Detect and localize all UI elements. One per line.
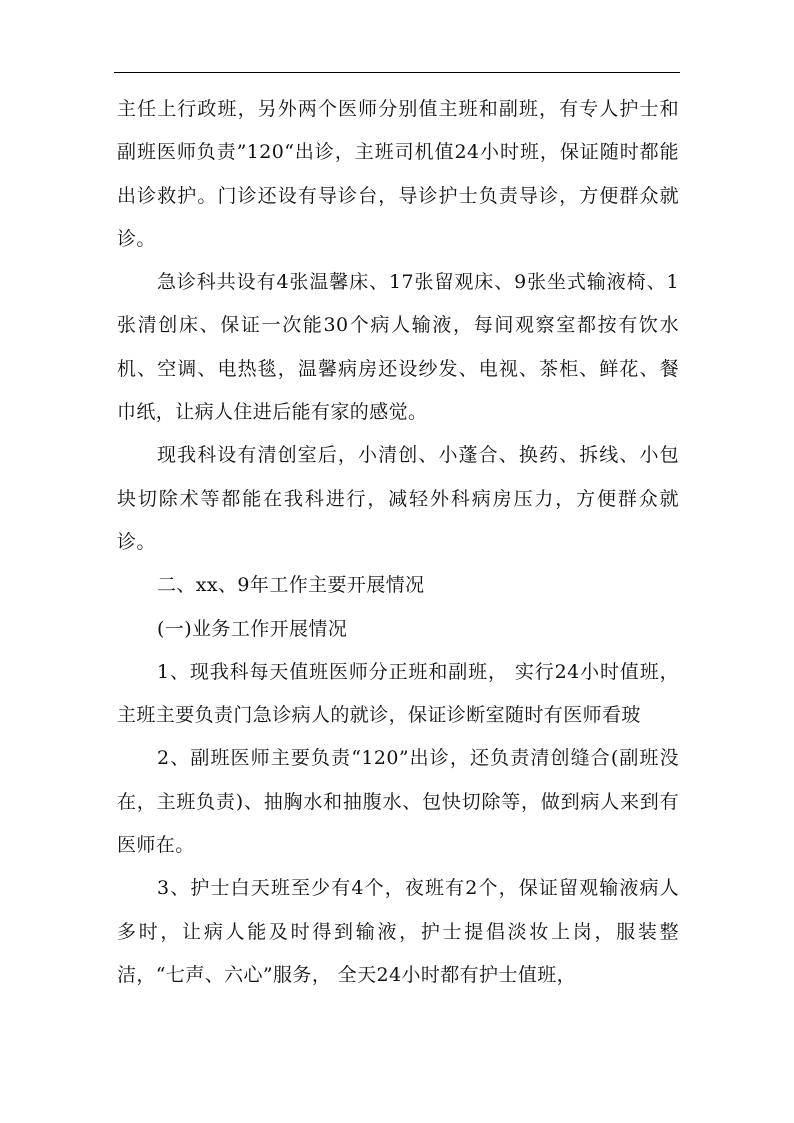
paragraph: 2、副班医师主要负责“120”出诊，还负责清创缝合(副班没在，主班负责)、抽胸水和抽腹水、包快切除等，做到病人来到有医师在。 [117, 747, 679, 857]
header-divider [114, 72, 680, 73]
section-heading: 二、xx、9年工作主要开展情况 [157, 574, 425, 597]
paragraph: 1、现我科每天值班医师分正班和副班， 实行24小时值班，主班主要负责门急诊病人的就诊，保证诊断室随时有医师看玻 [117, 660, 679, 727]
subsection-heading: (一)业务工作开展情况 [157, 617, 348, 640]
document-body [117, 88, 679, 997]
paragraph: 现我科设有清创室后，小清创、小蓬合、换药、拆线、小包块切除术等都能在我科进行，减轻外科病房压力，方便群众就诊。 [117, 444, 679, 553]
paragraph: 急诊科共设有4张温馨床、17张留观床、9张坐式输液椅、1张清创床、保证一次能30个病人输液，每间观察室都按有饮水机、空调、电热毯，温馨病房还设纱发、电视、茶柜、鲜花、餐巾纸，让病人住进后能有家的感觉。 [117, 271, 679, 424]
paragraph: 主任上行政班，另外两个医师分别值主班和副班，有专人护士和副班医师负责”120“出诊，主班司机值24小时班，保证随时都能出诊救护。门诊还设有导诊台，导诊护士负责导诊，方便群众就诊。 [117, 98, 679, 250]
paragraph: 3、护士白天班至少有4个，夜班有2个，保证留观输液病人多时，让病人能及时得到输液，护士提倡淡妆上岗，服装整洁，“七声、六心”服务， 全天24小时都有护士值班， [117, 877, 679, 986]
